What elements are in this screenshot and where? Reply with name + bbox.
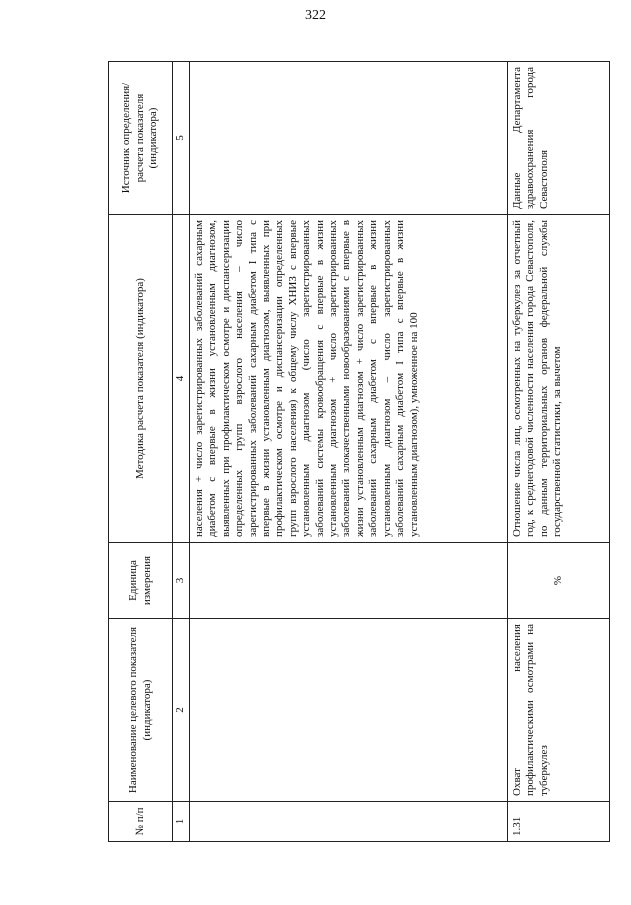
row-indicator-name: Охват населения профилактическими осмотрами на туберкулез (508, 619, 610, 802)
row-unit (190, 543, 508, 619)
row-indicator-name (190, 619, 508, 802)
table-header-row (109, 62, 173, 842)
row-method: населения + число зарегистрированных заболеваний сахарным диабетом с впервые в жизни установленным диагнозом, выявленных при профилактическом осмотре и диспансеризации определенных групп взрослого населения – число зарегистрированных заболеваний сахарным диабетом I типа с впервые в жизни установленным диагнозом, выявленных при профилактическом осмотре и диспансеризации определенных групп взрослого населения) к общему числу ХНИЗ с впервые установленным диагнозом (число зарегистрированных заболеваний системы кровообращения с впервые в жизни установленным диагнозом + число зарегистрированных заболеваний злокачественными новообразованиями с впервые в жизни установленным диагнозом + число зарегистрированных заболеваний сахарным диабетом с впервые в жизни установленным диагнозом – число зарегистрированных заболеваний сахарным диабетом I типа с впервые в жизни установленным диагнозом), умноженное на 100 (190, 215, 508, 543)
header-unit: Единица измерения (109, 543, 173, 619)
column-number-row (173, 62, 190, 842)
column-number: 3 (173, 543, 190, 619)
row-method: Отношение числа лиц, осмотренных на туберкулез за отчетный год, к среднегодовой численности населения города Севастополя, по данным территориальных органов федеральной службы государственной статистики, за вычетом (508, 215, 610, 543)
row-number (190, 802, 508, 842)
row-number: 1.31 (508, 802, 610, 842)
column-number: 1 (173, 802, 190, 842)
header-source: Источник определения/ расчета показателя (индикатора) (109, 62, 173, 215)
rotated-table-container (108, 62, 610, 842)
header-method: Методика расчета показателя (индикатора) (109, 215, 173, 543)
page-number: 322 (305, 8, 326, 23)
column-number: 5 (173, 62, 190, 215)
indicator-table (108, 61, 610, 842)
header-number: № п/п (109, 802, 173, 842)
row-source (190, 62, 508, 215)
row-unit: % (508, 543, 610, 619)
header-indicator-name: Наименование целевого показателя (индикатора) (109, 619, 173, 802)
column-number: 4 (173, 215, 190, 543)
table-row (508, 62, 610, 842)
column-number: 2 (173, 619, 190, 802)
table-row (190, 62, 508, 842)
row-source: Данные Департамента здравоохранения города Севастополя (508, 62, 610, 215)
